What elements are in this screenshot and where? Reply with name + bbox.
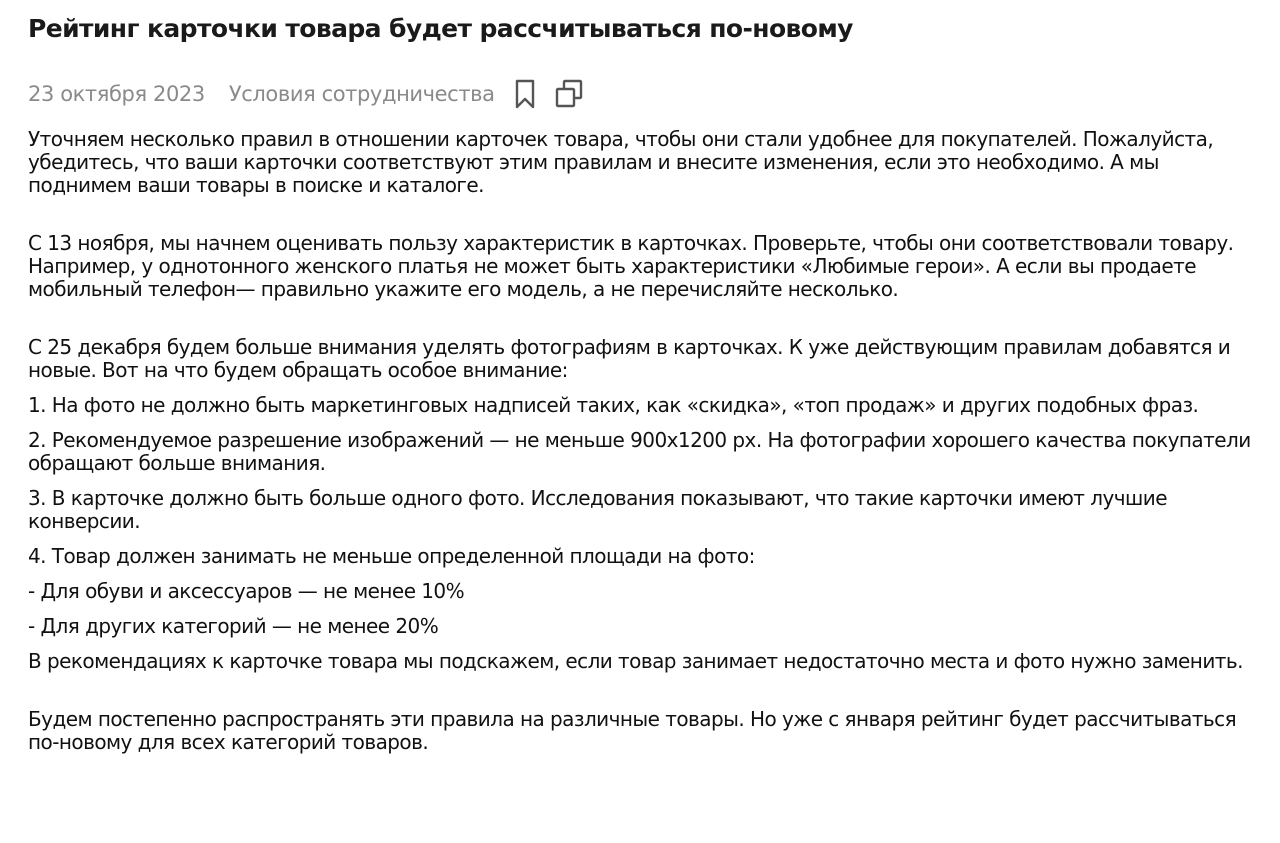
list-item-shoes: - Для обуви и аксессуаров — не менее 10% [28,579,465,603]
paragraph-recommendations: В рекомендациях к карточке товара мы подскажем, если товар занимает недостаточно места и фото нужно заменить. [28,649,1243,673]
paragraph-characteristics: С 13 ноября, мы начнем оценивать пользу характеристик в карточках. Проверьте, чтобы они соответствовали товару. Например, у однотонного женского платья не может быть характеристики «Любимые герои». А если вы продаете мобильный телефон— правильно укажите его модель, а не перечисляйте несколько. [28,231,1234,301]
article-meta [28,76,1252,112]
list-item-rule-4: 4. Товар должен занимать не меньше определенной площади на фото: [28,544,755,568]
list-item-rule-3: 3. В карточке должно быть больше одного фото. Исследования показывают, что такие карточки имеют лучшие конверсии. [28,486,1167,533]
paragraph-conclusion: Будем постепенно распространять эти правила на различные товары. Но уже с января рейтинг будет рассчитываться по-новому для всех категорий товаров. [28,707,1237,754]
article-body [28,128,1252,754]
article-title: Рейтинг карточки товара будет рассчитываться по-новому [28,14,853,43]
list-item-other: - Для других категорий — не менее 20% [28,614,439,638]
paragraph-intro: Уточняем несколько правил в отношении карточек товара, чтобы они стали удобнее для покупателей. Пожалуйста, убедитесь, что ваши карточки соответствуют этим правилам и внесите изменения, если это необходимо. А мы поднимем ваши товары в поиске и каталоге. [28,127,1214,197]
list-item-rule-1: 1. На фото не должно быть маркетинговых надписей таких, как «скидка», «топ продаж» и других подобных фраз. [28,393,1199,417]
copy-icon[interactable] [553,77,585,111]
paragraph-photos: С 25 декабря будем больше внимания уделять фотографиям в карточках. К уже действующим правилам добавятся и новые. Вот на что будем обращать особое внимание: [28,335,1231,382]
bookmark-icon[interactable] [509,77,541,111]
publish-date: 23 октября 2023 [28,82,205,106]
category-link[interactable]: Условия сотрудничества [228,82,495,106]
list-item-rule-2: 2. Рекомендуемое разрешение изображений — не меньше 900х1200 px. На фотографии хорошего качества покупатели обращают больше внимания. [28,428,1251,475]
